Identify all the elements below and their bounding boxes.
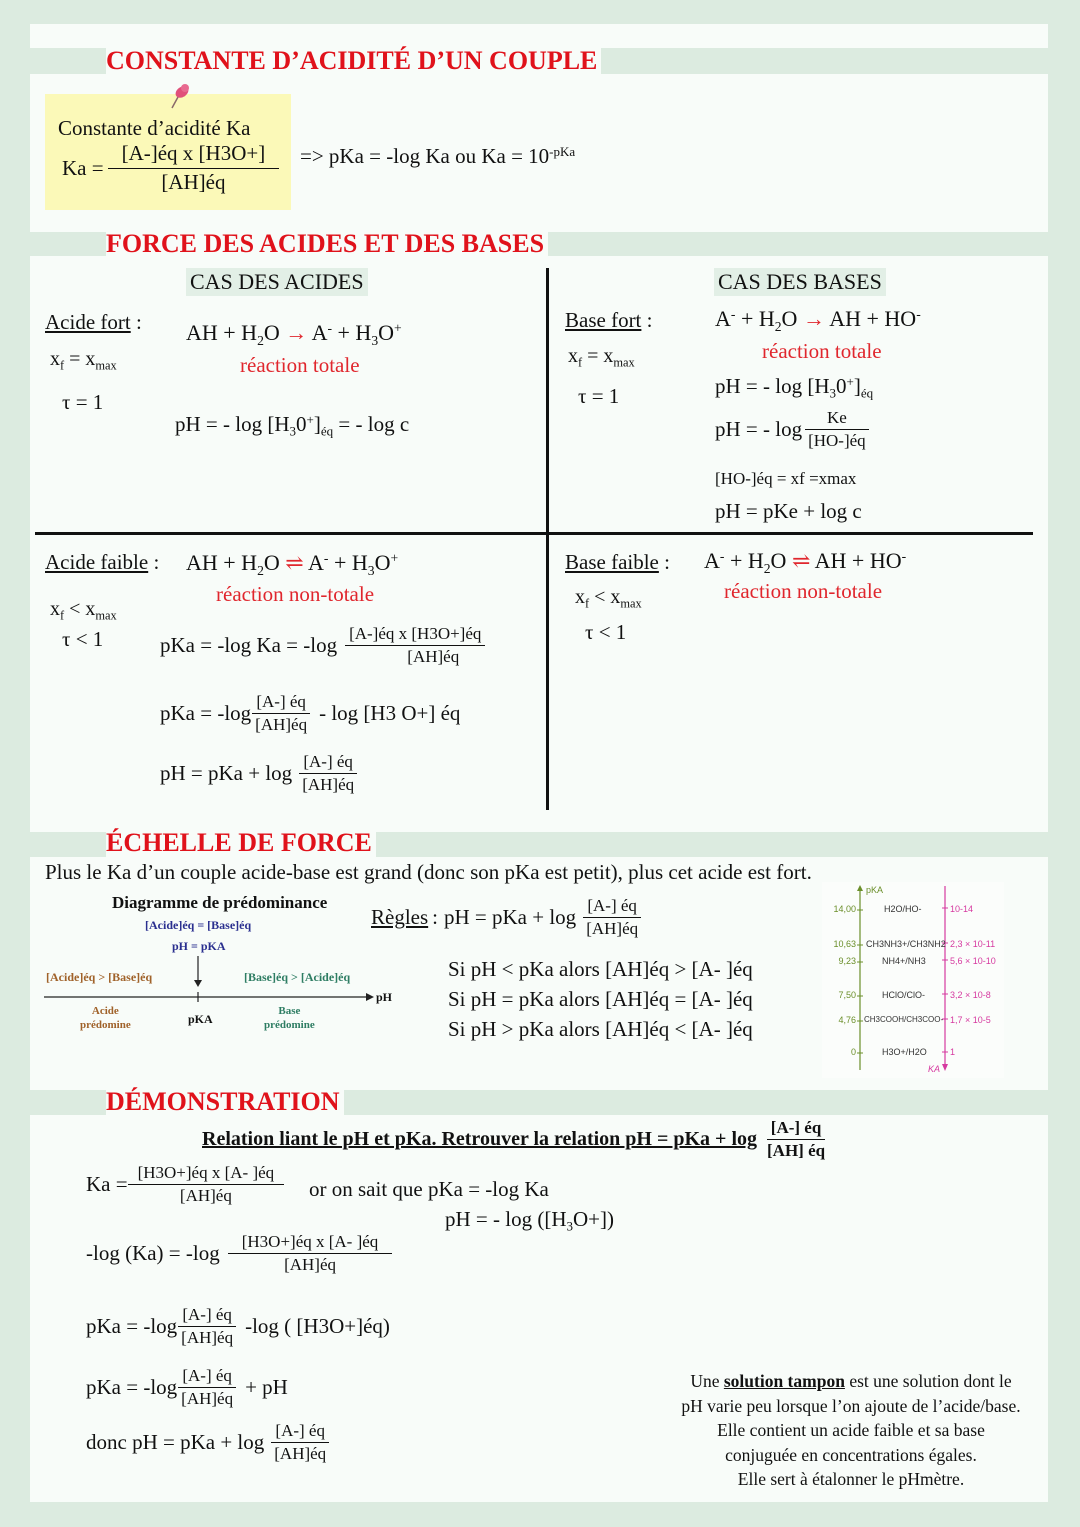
- pka2-fraction: [251, 692, 311, 735]
- base-fort-equation: $A^- + H_2O$ → AH + HO-: [715, 306, 921, 334]
- acide-faible-tau: τ < 1: [62, 627, 104, 651]
- tampon-line1: Une solution tampon est une solution dont le: [690, 1371, 1012, 1391]
- step2-den: [AH]éq: [284, 1255, 336, 1274]
- rules-fraction: [582, 896, 642, 939]
- pka-relation-text: => pKa = -log Ka ou Ka = 10: [300, 144, 550, 169]
- pka2-numerator: [A-] éq: [252, 692, 310, 714]
- pka-value: 0: [850, 1047, 856, 1057]
- tampon-line2: pH varie peu lorsque l’on ajoute de l’acide/base.: [681, 1395, 1021, 1416]
- step2-fraction: [228, 1232, 393, 1275]
- base-fort-ph3: pH = pKe + log c: [715, 499, 862, 523]
- base-faible-reaction: réaction non-totale: [724, 579, 883, 603]
- diagram-center-top: [Acide]éq = [Base]éq: [145, 918, 252, 932]
- step3-num: [A-] éq: [178, 1305, 236, 1327]
- base-faible-label: Base faible :: [565, 550, 670, 574]
- ph-denominator: [AH]éq: [302, 775, 355, 794]
- pka1-lhs: pKa = -log Ka = -log: [160, 633, 338, 657]
- step1-fraction: [128, 1163, 285, 1206]
- ka-formula: [62, 141, 279, 195]
- ka-value: 1,7 × 10-5: [950, 1015, 991, 1025]
- diagram-title: Diagramme de prédominance: [112, 893, 328, 912]
- rules-numerator: [A-] éq: [583, 896, 641, 918]
- demo-step1-note2: pH = - $\log ([H_3O+])$: [445, 1207, 615, 1234]
- ka-fraction: [108, 141, 280, 195]
- acide-faible-xf: $x_f < x_{max}$: [50, 598, 117, 623]
- rules-formula-lhs: pH = pKa + log: [444, 905, 577, 929]
- ke-numerator: Ke: [805, 408, 869, 430]
- acide-faible-label: Acide faible :: [45, 550, 160, 574]
- base-fort-xf: $x_f = x_{max}$: [568, 345, 635, 370]
- section-title-demonstration: DÉMONSTRATION: [106, 1085, 344, 1119]
- acides-heading: CAS DES ACIDES: [186, 268, 368, 296]
- ka-lhs: Ka =: [62, 155, 104, 180]
- demo-subtitle-fraction: [763, 1118, 829, 1161]
- demo-step1-note: or on sait que pKa = -log Ka: [309, 1177, 549, 1201]
- acide-fort-label: Acide fort :: [45, 310, 142, 334]
- base-fort-label: Base fort :: [565, 308, 653, 332]
- pka-value: 9,23: [838, 956, 856, 966]
- left-zone-line1: Acide: [91, 1005, 119, 1017]
- pka-scale-figure: [822, 882, 1004, 1078]
- step5-fraction: [270, 1421, 330, 1464]
- step2-num: [H3O+]éq x [A- ]éq: [228, 1232, 393, 1254]
- ka-denominator: [AH]éq: [161, 170, 226, 194]
- pka1-denominator: [AH]éq: [407, 647, 460, 666]
- tampon-line5: Elle sert à étalonner le pHmètre.: [737, 1469, 965, 1489]
- acide-faible-reaction: réaction non-totale: [216, 582, 375, 606]
- ph-lhs: pH = pKa + log: [160, 761, 293, 785]
- right-zone-line1: Base: [278, 1005, 301, 1017]
- ka-value: 10-14: [950, 904, 974, 914]
- rules-denominator: [AH]éq: [586, 919, 639, 938]
- base-fort-tau: τ = 1: [578, 384, 620, 408]
- section-title-echelle: ÉCHELLE DE FORCE: [106, 826, 376, 860]
- step4-rhs: + pH: [245, 1375, 288, 1399]
- base-fort-reaction: réaction totale: [762, 339, 882, 363]
- base-fort-ph2-fraction: [804, 408, 870, 451]
- tampon-line4: conjuguée en concentrations égales.: [725, 1444, 977, 1465]
- tampon-note: [660, 1369, 1042, 1492]
- step1-num: [H3O+]éq x [A- ]éq: [128, 1163, 285, 1185]
- pka-value: 4,76: [838, 1015, 856, 1025]
- left-zone-line2: prédomine: [80, 1019, 131, 1031]
- ka-value: 3,2 × 10-8: [950, 990, 991, 1000]
- acide-faible-equation: AH + $H_2O$ ⇌ $A^- + H_3O^+$: [186, 550, 399, 578]
- diagram-right-zone: [264, 1004, 315, 1032]
- couple-name: H2O/HO-: [884, 904, 922, 914]
- diagram-axis-label: pH: [376, 990, 393, 1004]
- step1-lhs: Ka =: [86, 1172, 128, 1196]
- tampon-line3: Elle contient un acide faible et sa base: [717, 1420, 985, 1440]
- bases-heading: CAS DES BASES: [714, 268, 886, 296]
- step2-lhs: -log (Ka) = -log: [86, 1241, 220, 1265]
- acide-fort-ph: pH = - $\log [H_30^+]_{éq}$ = - log c: [175, 412, 410, 439]
- couple-name: CH3COOH/CH3COO-: [864, 1015, 944, 1024]
- tampon-keyword: solution tampon: [723, 1371, 845, 1391]
- rules-formula: Règles : pH = pKa + log $\frac{[A-] éq}{[AH]éq}$: [371, 896, 642, 939]
- couple-name: CH3NH3+/CH3NH2: [866, 939, 946, 949]
- demo-step3: [86, 1305, 390, 1348]
- pka-value: 14,00: [833, 904, 856, 914]
- step4-lhs: pKa = -log: [86, 1375, 178, 1399]
- demo-subtitle-text: Relation liant le pH et pKa. Retrouver la relation pH = pKa + log: [202, 1128, 758, 1150]
- pka-relation: [300, 144, 575, 169]
- demo-subtitle: [202, 1118, 829, 1161]
- ka-numerator: [A-]éq x [H3O+]: [108, 141, 280, 169]
- acide-fort-reaction: réaction totale: [240, 353, 360, 377]
- pka1-numerator: [A-]éq x [H3O+]éq: [345, 624, 485, 646]
- step4-num: [A-] éq: [178, 1366, 236, 1388]
- section-title-force: FORCE DES ACIDES ET DES BASES: [106, 227, 548, 261]
- couple-name: NH4+/NH3: [882, 956, 926, 966]
- echelle-intro: Plus le Ka d’un couple acide-base est grand (donc son pKa est petit), plus cet acide est fort.: [45, 860, 812, 884]
- section-title-constante: CONSTANTE D’ACIDITÉ D’UN COUPLE: [106, 44, 601, 78]
- pka-value: 10,63: [833, 939, 856, 949]
- rule-line-3: Si pH > pKa alors [AH]éq < [A- ]éq: [448, 1017, 753, 1041]
- ka-box-label: Constante d’acidité Ka: [58, 116, 251, 140]
- diagram-center-ph: pH = pKA: [172, 939, 226, 953]
- base-faible-xf: $x_f < x_{max}$: [575, 586, 642, 611]
- step3-lhs: pKa = -log: [86, 1314, 178, 1338]
- ph-fraction: [298, 752, 358, 795]
- step3-den: [AH]éq: [181, 1328, 234, 1347]
- base-fort-ho: [HO-]éq = xf =xmax: [715, 469, 857, 488]
- step3-rhs: -log ( [H3O+]éq): [245, 1314, 390, 1338]
- ka-axis-label: KA: [928, 1064, 941, 1074]
- ho-denominator: [HO-]éq: [808, 431, 866, 450]
- right-zone-line2: prédomine: [264, 1019, 315, 1031]
- rules-label: Règles: [371, 905, 429, 929]
- base-fort-ph1: pH = - $\log [H_30^+]_{éq}$: [715, 374, 874, 401]
- ka-value: 5,6 × 10-10: [950, 956, 996, 966]
- acide-faible-pka1: [160, 624, 485, 667]
- acide-fort-tau: τ = 1: [62, 390, 104, 414]
- acide-faible-ph: [160, 752, 358, 795]
- horizontal-divider: [35, 532, 1033, 535]
- acide-fort-equation: AH + $H_2O \to A^- + H_3O^+$: [186, 320, 402, 348]
- ka-value: 1: [950, 1047, 956, 1057]
- step4-fraction: [177, 1366, 237, 1409]
- couple-name: H3O+/H2O: [882, 1047, 927, 1057]
- step5-num: [A-] éq: [271, 1421, 329, 1443]
- pka2-rhs: - log [H3 O+] éq: [319, 701, 461, 725]
- pka-axis-label: pKA: [866, 885, 884, 895]
- pka2-lhs: pKa = -log: [160, 701, 252, 725]
- base-faible-tau: τ < 1: [585, 620, 627, 644]
- rule-line-1: Si pH < pKa alors [AH]éq > [A- ]éq: [448, 957, 753, 981]
- base-fort-ph2-lhs: pH = - log: [715, 417, 803, 441]
- diagram-left-cond: [Acide]éq > [Base]éq: [46, 970, 153, 984]
- demo-step1: [86, 1163, 284, 1206]
- demo-step5: [86, 1421, 330, 1464]
- vertical-divider: [546, 268, 549, 810]
- step5-lhs: donc pH = pKa + log: [86, 1430, 265, 1454]
- ka-value: 2,3 × 10-11: [950, 939, 996, 949]
- step3-fraction: [177, 1305, 237, 1348]
- pka-exponent: -pKa: [549, 144, 576, 159]
- step5-den: [AH]éq: [274, 1444, 327, 1463]
- pka-value: 7,50: [838, 990, 856, 1000]
- base-fort-ph2: [715, 408, 870, 451]
- demo-step2: [86, 1232, 392, 1275]
- panel-force: [30, 256, 1048, 832]
- pka2-denominator: [AH]éq: [255, 715, 308, 734]
- couple-name: HClO/ClO-: [882, 990, 925, 1000]
- acide-faible-pka2: [160, 692, 460, 735]
- ph-numerator: [A-] éq: [299, 752, 357, 774]
- pushpin-icon: [166, 82, 192, 115]
- diagram-right-cond: [Base]éq > [Acide]éq: [244, 970, 351, 984]
- rule-line-2: Si pH = pKa alors [AH]éq = [A- ]éq: [448, 987, 753, 1011]
- demo-subtitle-num: [A-] éq: [767, 1118, 826, 1140]
- demo-subtitle-den: [AH] éq: [767, 1141, 826, 1160]
- step4-den: [AH]éq: [181, 1389, 234, 1408]
- diagram-axis: [44, 952, 374, 1011]
- step1-den: [AH]éq: [179, 1186, 232, 1205]
- diagram-tick-label: pKA: [188, 1012, 213, 1026]
- pka1-fraction: [345, 624, 485, 667]
- demo-step4: [86, 1366, 288, 1409]
- acide-fort-xf: $x_f = x_{max}$: [50, 348, 117, 373]
- base-faible-equation: $A^- + H_2O$ ⇌ AH + HO-: [704, 548, 907, 576]
- diagram-left-zone: [80, 1004, 131, 1032]
